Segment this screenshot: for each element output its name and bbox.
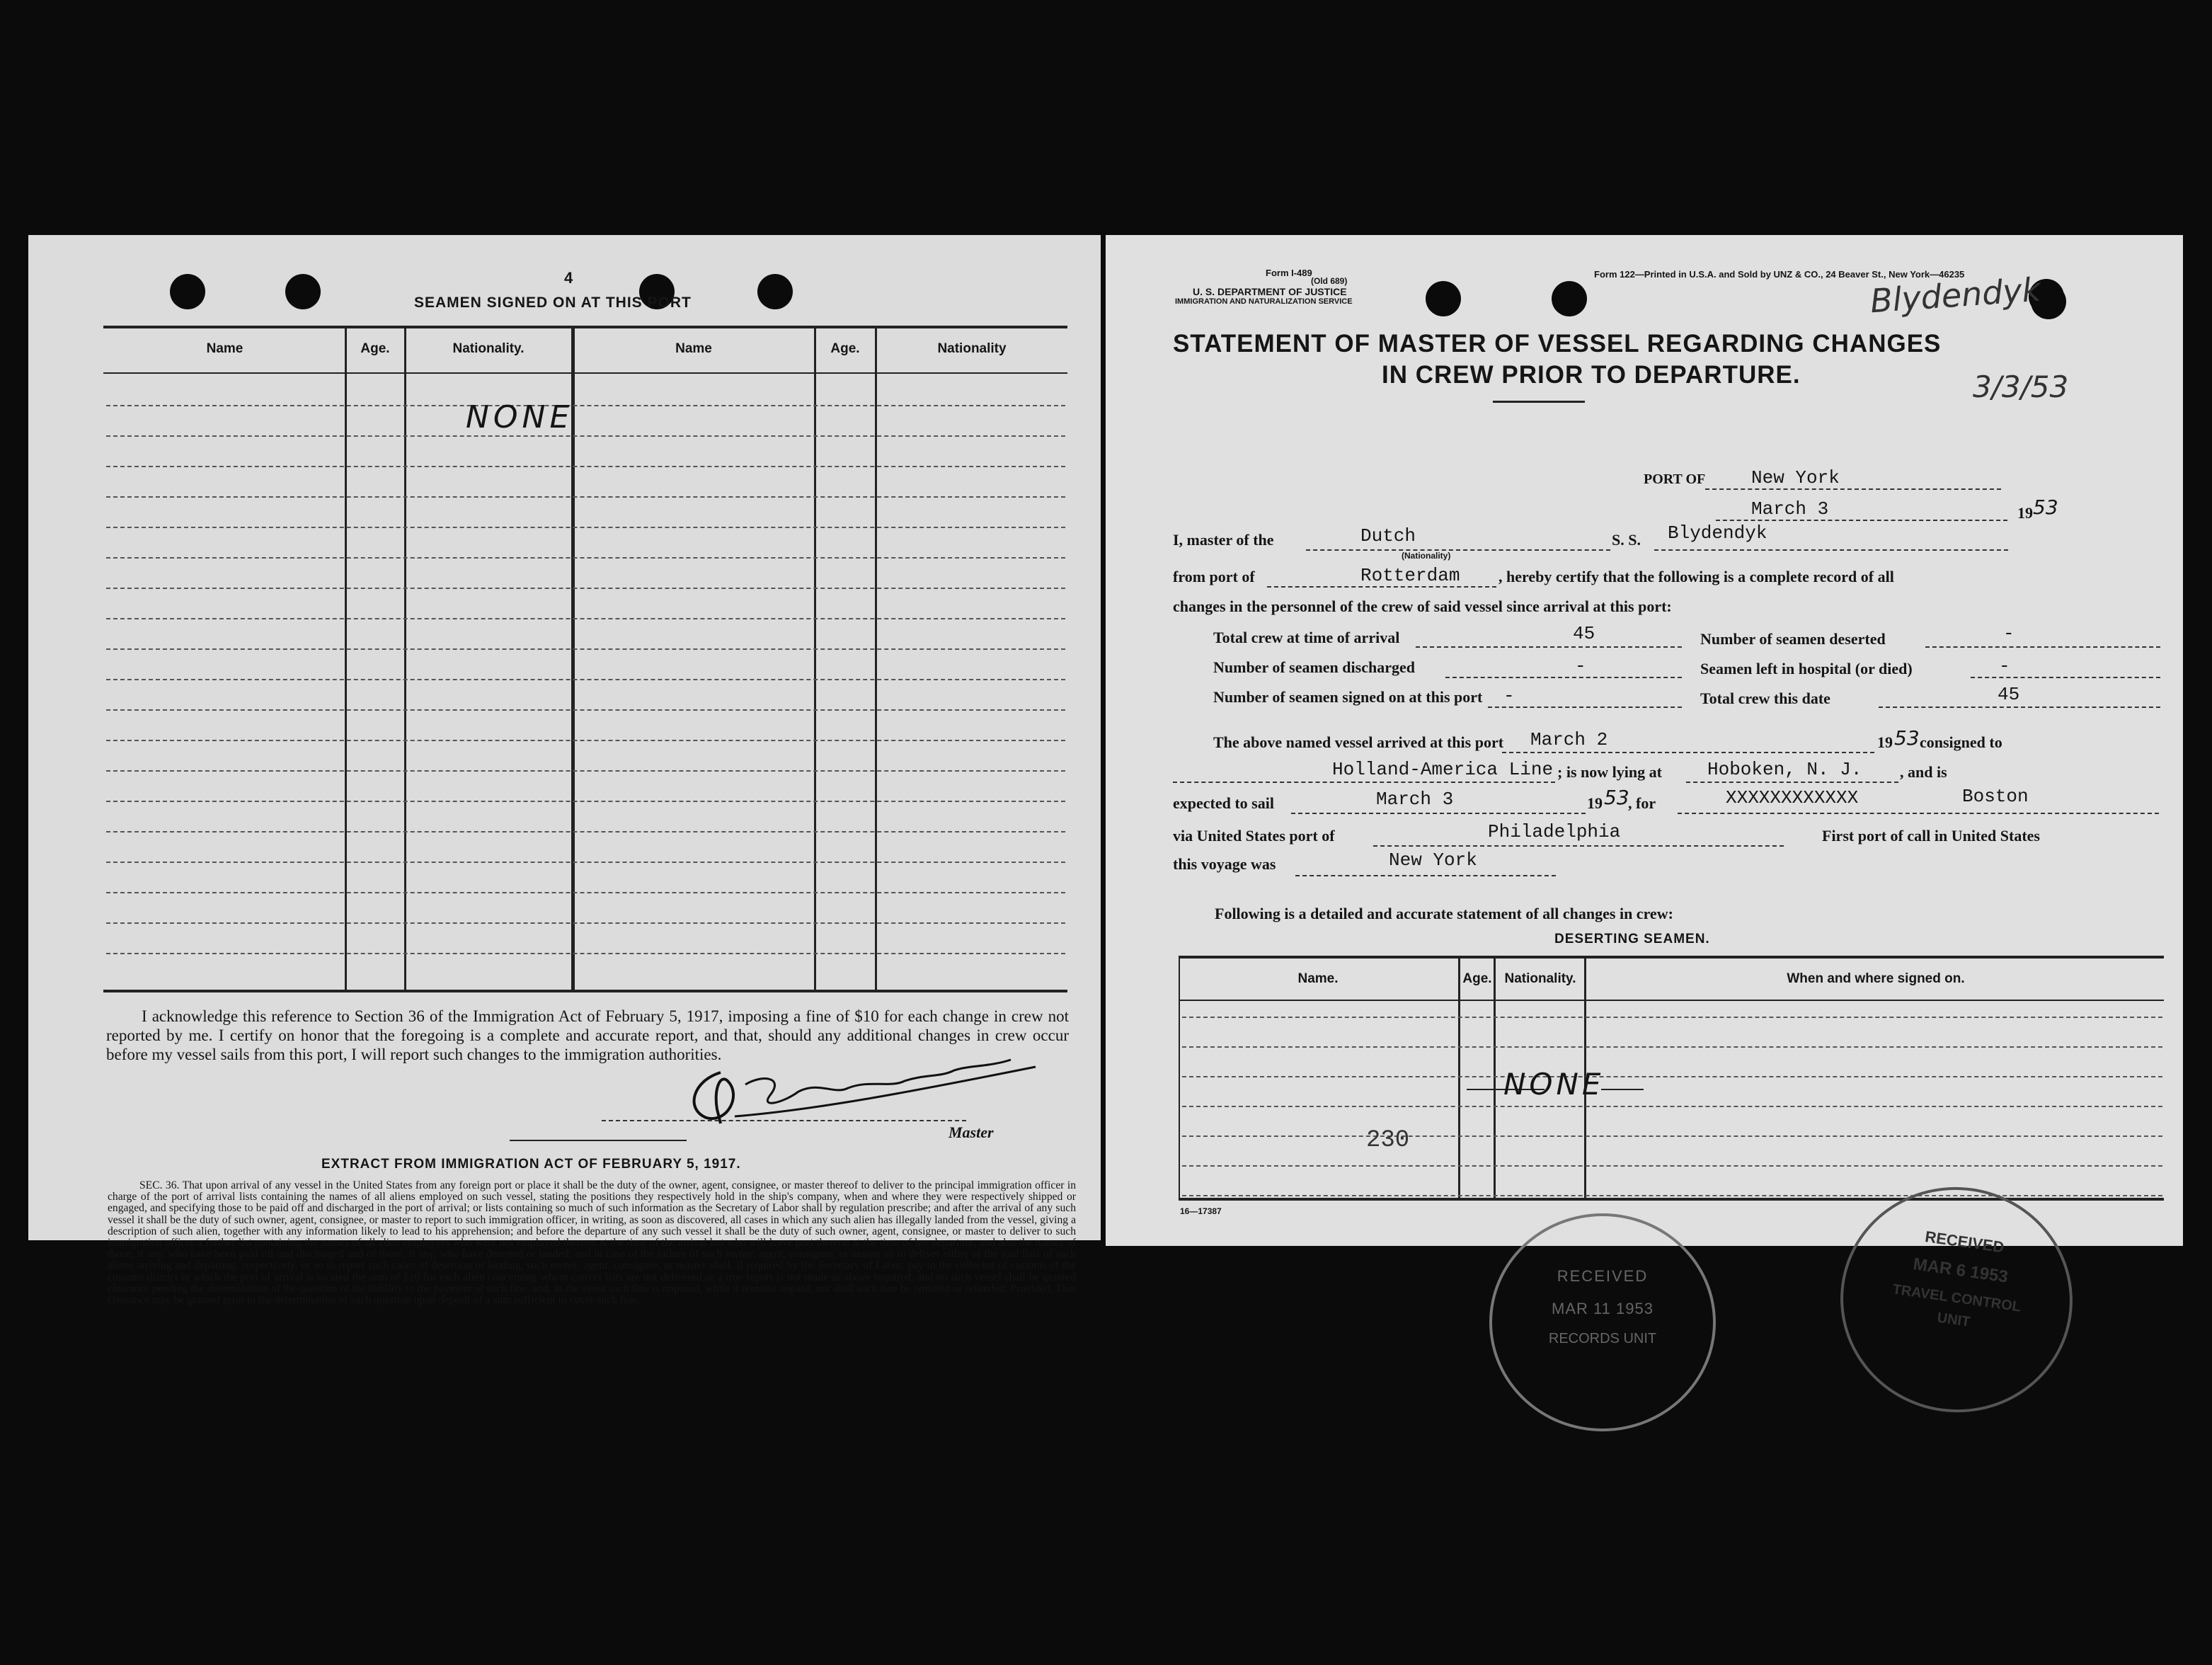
table-row-rule <box>106 679 1065 680</box>
table-row-rule <box>106 709 1065 711</box>
deserted-label: Number of seamen deserted <box>1700 630 1886 648</box>
deserting-title: DESERTING SEAMEN. <box>1554 932 1710 946</box>
arrived-label: The above named vessel arrived at this port <box>1213 733 1504 751</box>
master-of-label: I, master of the <box>1173 531 1274 549</box>
total-crew-date-label: Total crew this date <box>1700 690 1830 707</box>
via-value: Philadelphia <box>1488 821 1621 842</box>
table-row-rule <box>106 496 1065 498</box>
column-header-age: Age. <box>830 341 860 356</box>
table-row-rule <box>106 466 1065 467</box>
table-row-rule <box>106 892 1065 893</box>
punch-hole <box>285 274 321 309</box>
column-header-name: Name. <box>1297 971 1339 986</box>
table-row-rule <box>106 831 1065 832</box>
none-entry: NONE <box>466 399 574 435</box>
signed-on-value: - <box>1503 685 1515 706</box>
discharged-label: Number of seamen discharged <box>1213 658 1415 676</box>
ss-label: S. S. <box>1612 531 1641 549</box>
department: U. S. DEPARTMENT OF JUSTICE <box>1193 286 1347 297</box>
table-row-rule <box>1182 1046 2162 1048</box>
printer-note: Form 122—Printed in U.S.A. and Sold by UNZ & CO., 24 Beaver St., New York—46235 <box>1594 269 1965 280</box>
table-row-rule <box>106 770 1065 772</box>
and-is-label: , and is <box>1900 763 1947 781</box>
table-row-rule <box>106 801 1065 802</box>
handwritten-date: 3/3/53 <box>1973 370 2069 404</box>
consigned-label: consigned to <box>1920 733 2002 751</box>
page-number: 4 <box>564 269 573 287</box>
punch-hole <box>170 274 205 309</box>
lying-label: ; is now lying at <box>1557 763 1662 781</box>
from-port-value: Rotterdam <box>1360 565 1460 586</box>
total-crew-arrival-label: Total crew at time of arrival <box>1213 629 1400 646</box>
old-form-number: (Old 689) <box>1311 276 1348 286</box>
ship-name: Blydendyk <box>1668 522 1767 544</box>
master-signature <box>678 1053 1046 1127</box>
hospital-value: - <box>1999 656 2010 677</box>
table-row-rule <box>106 618 1065 619</box>
form-number: Form I-489 <box>1266 268 1312 278</box>
hospital-label: Seamen left in hospital (or died) <box>1700 660 1913 677</box>
table-row-rule <box>1182 1195 2162 1196</box>
table-row-rule <box>1182 1017 2162 1018</box>
table-row-rule <box>106 527 1065 528</box>
discharged-value: - <box>1575 656 1586 677</box>
year-prefix: 19 <box>2017 504 2033 522</box>
table-row-rule <box>1182 1076 2162 1077</box>
master-label: Master <box>949 1123 994 1141</box>
expected-value: March 3 <box>1376 789 1454 810</box>
section-title: SEAMEN SIGNED ON AT THIS PORT <box>414 294 692 311</box>
none-entry: NONE <box>1503 1067 1605 1102</box>
port-of-value: New York <box>1751 467 1840 488</box>
punch-hole <box>757 274 793 309</box>
right-page <box>1106 235 2183 1346</box>
for-label: , for <box>1628 794 1656 812</box>
number-note: 230 <box>1366 1127 1410 1154</box>
form-title-line1: STATEMENT OF MASTER OF VESSEL REGARDING CHANGES <box>1173 330 1942 357</box>
voyage-value: New York <box>1389 849 1477 871</box>
footer-code: 16—17387 <box>1180 1206 1222 1216</box>
from-port-label: from port of <box>1173 568 1255 585</box>
signed-on-label: Number of seamen signed on at this port <box>1213 688 1483 706</box>
changes-text: changes in the personnel of the crew of said vessel since arrival at this port: <box>1173 597 1672 615</box>
certify-text: , hereby certify that the following is a complete record of all <box>1498 568 1894 585</box>
table-row-rule <box>1182 1135 2162 1137</box>
year-value: 53 <box>2033 496 2058 519</box>
table-row-rule <box>106 405 1065 406</box>
stamp-line: RECORDS UNIT <box>1548 1331 1657 1346</box>
stamp-line: RECEIVED <box>1557 1267 1649 1285</box>
column-header-name: Name <box>206 341 243 356</box>
table-row-rule <box>106 557 1065 559</box>
column-header-name: Name <box>675 341 712 356</box>
stamp-line: MAR 6 1953 <box>1912 1254 2010 1287</box>
for-struck: XXXXXXXXXXXX <box>1726 787 1859 808</box>
expected-year-prefix: 19 <box>1587 794 1603 812</box>
received-stamp-records-unit <box>1489 1213 1716 1431</box>
stamp-line: RECEIVED <box>1924 1228 2005 1257</box>
following-text: Following is a detailed and accurate statement of all changes in crew: <box>1215 905 1673 922</box>
arrived-year-prefix: 19 <box>1877 733 1893 751</box>
table-row-rule <box>106 953 1065 954</box>
service: IMMIGRATION AND NATURALIZATION SERVICE <box>1175 297 1353 306</box>
table-row-rule <box>1182 1165 2162 1167</box>
extract-title: EXTRACT FROM IMMIGRATION ACT OF FEBRUARY 5, 1917. <box>321 1157 741 1172</box>
punch-hole <box>1426 281 1461 316</box>
column-header-nationality: Nationality. <box>452 341 525 356</box>
total-crew-date-value: 45 <box>1998 684 2020 705</box>
column-header-nationality: Nationality. <box>1504 971 1576 986</box>
stamp-line: MAR 11 1953 <box>1552 1300 1654 1317</box>
left-page <box>28 235 1101 1307</box>
acknowledgement-text: I acknowledge this reference to Section 36 of the Immigration Act of February 5, 1917, imposing a fine of $10 for each change in crew not reported by me. I certify on honor that the foregoing is a complete and accurate report, and that, should any additional changes in crew occur before my vessel sails from this port, I will report such changes to the immigration authorities. <box>106 1007 1069 1063</box>
stamp-line: TRAVEL CONTROL <box>1891 1281 2022 1315</box>
nationality-caption: (Nationality) <box>1402 551 1451 561</box>
column-header-nationality: Nationality <box>937 341 1007 356</box>
form-title-line2: IN CREW PRIOR TO DEPARTURE. <box>1382 361 1801 389</box>
consignee-value: Holland-America Line <box>1332 759 1554 780</box>
column-header-age: Age. <box>1462 971 1492 986</box>
nationality-value: Dutch <box>1360 525 1416 547</box>
received-stamp-travel-control <box>1826 1172 2087 1428</box>
handwritten-ship-name: Blydendyk <box>1869 270 2042 321</box>
voyage-label: this voyage was <box>1173 855 1276 873</box>
arrived-year: 53 <box>1894 726 1920 750</box>
column-header-age: Age. <box>360 341 390 356</box>
arrived-value: March 2 <box>1530 729 1608 750</box>
table-row-rule <box>106 922 1065 924</box>
table-row-rule <box>106 588 1065 589</box>
total-crew-arrival-value: 45 <box>1573 623 1595 644</box>
port-of-label: PORT OF <box>1644 471 1706 487</box>
punch-hole <box>1552 281 1587 316</box>
table-row-rule <box>106 862 1065 863</box>
via-label: via United States port of <box>1173 827 1335 845</box>
deserted-value: - <box>2003 623 2015 644</box>
extract-text: SEC. 36. That upon arrival of any vessel in the United States from any foreign port or place it shall be the duty of the owner, agent, consignee, or master thereof to deliver to the principal immigration officer in charge of the port of arrival lists containing the names of all aliens employed on such vessel, stating the positions they respectively hold in the ship's company, when and where they were respectively shipped or engaged, and specifying those to be paid off and discharged in the port of arrival; or lists containing so much of such information as the Secretary of Labor shall by regulation prescribe; and after the arrival of any such vessel it shall be the duty of such owner, agent, consignee, or master to report to such immigration officer, in writing, as soon as discovered, all cases in which any such alien has illegally landed from the vessel, giving a description of such alien, together with any information likely to lead to his apprehension; and before the departure of any such vessel it shall be the duty of such owner, agent, consignee, or master to deliver to such immigration officer a further list containing the names of all alien employees who were not employed thereon at the time of the arrival but who will leave port thereon at the time of her departure, and also the names of those, if any, who have been paid off and discharged and of those, if any, who have deserted or landed; and in case of the failure of such owner, agent, consignee, or master so to deliver either of the said lists of such aliens arriving and departing, respectively, or so to report such cases of desertion or landing, such owner, agent, consignee, or master shall, if required by the Secretary of Labor, pay to the collector of customs of the customs district in which the port of arrival is located the sum of $10 for each alien concerning whom correct lists are not delivered or a true report is not made as above required; and no such vessel shall be granted clearance pending the determination of the question of the liability to the payment of such fine, and, in the event such fine is imposed, while it remains unpaid; nor shall such fine be remitted or refunded; Provided, That clearance may be granted prior to the determination of such question upon deposit of a sum sufficient to cover such fine. <box>108 1179 1076 1307</box>
expected-label: expected to sail <box>1173 794 1274 812</box>
for-value: Boston <box>1962 786 2029 807</box>
column-header-when-where: When and where signed on. <box>1787 971 1965 986</box>
table-row-rule <box>106 648 1065 650</box>
first-port-label: First port of call in United States <box>1822 827 2040 845</box>
table-row-rule <box>106 740 1065 741</box>
lying-value: Hoboken, N. J. <box>1707 759 1862 780</box>
table-row-rule <box>106 435 1065 437</box>
expected-year: 53 <box>1604 786 1629 809</box>
table-row-rule <box>1182 1106 2162 1107</box>
stamp-line: UNIT <box>1936 1310 1971 1330</box>
date-value: March 3 <box>1751 498 1829 520</box>
